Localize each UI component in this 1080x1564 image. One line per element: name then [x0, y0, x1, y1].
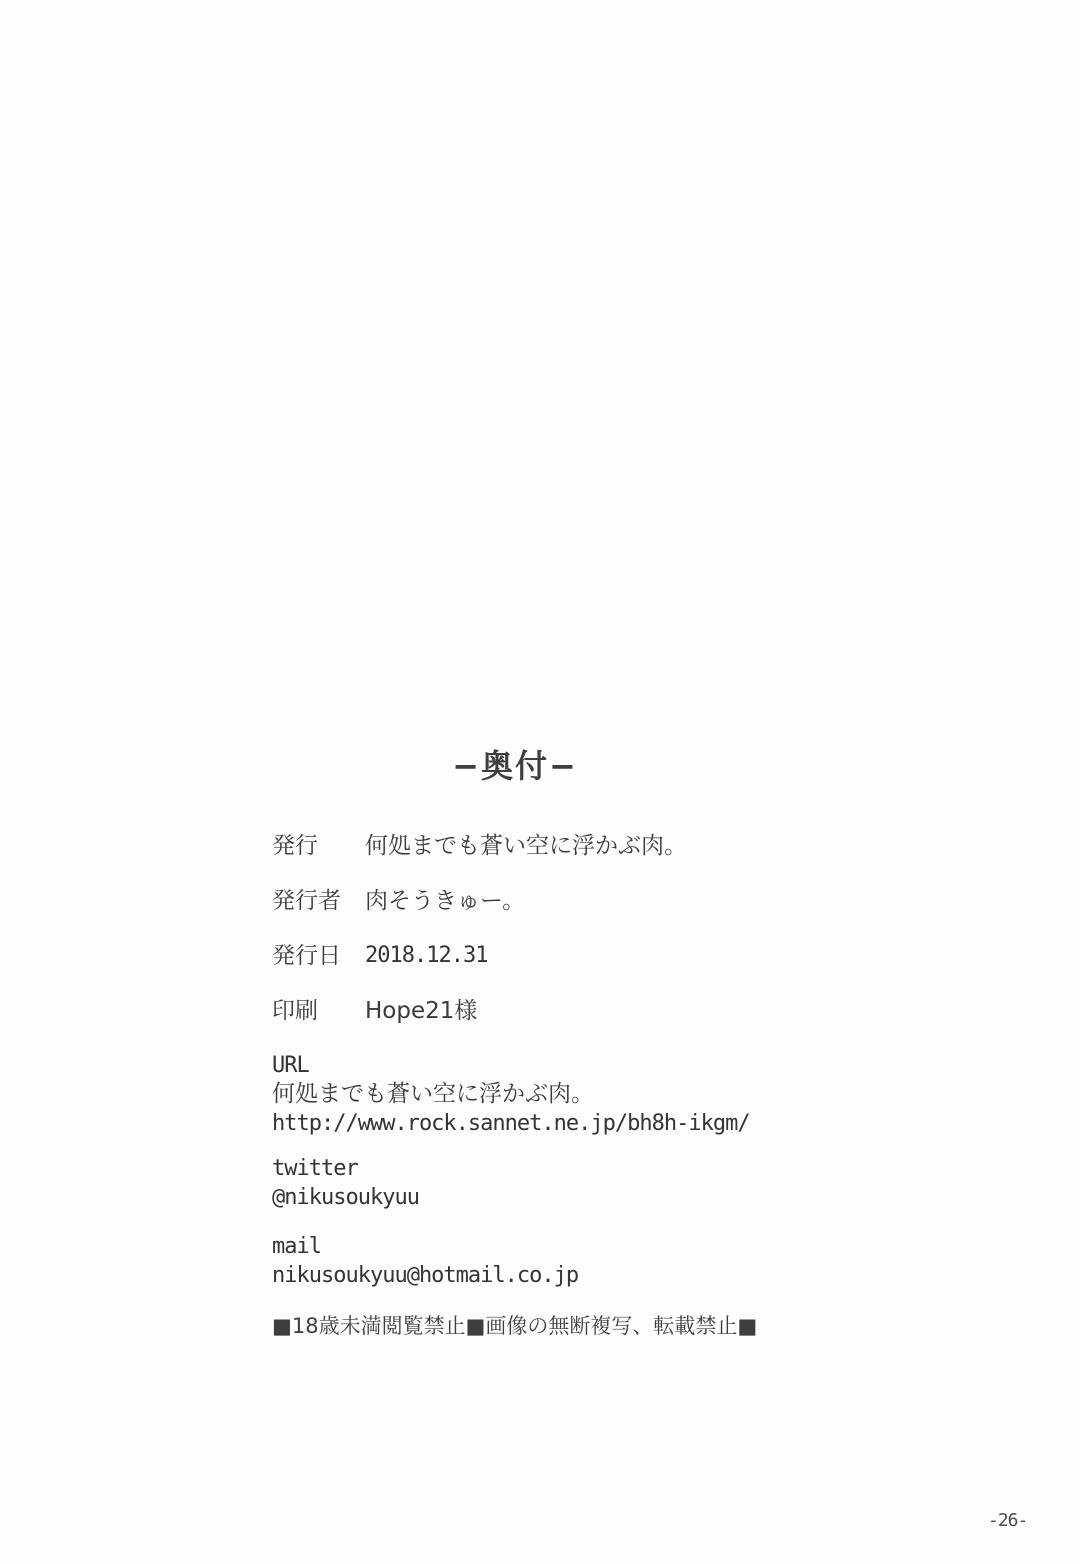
- mail-label: mail: [272, 1234, 321, 1259]
- twitter-handle: @nikusoukyuu: [272, 1185, 419, 1210]
- mail-section: [272, 1232, 992, 1290]
- row-printer-value: Hope21様: [365, 998, 478, 1024]
- site-name: 何処までも蒼い空に浮かぶ肉。: [272, 1081, 594, 1107]
- age-restriction-notice: ■18歳未満閲覧禁止■画像の無断複写、転載禁止■: [272, 1314, 758, 1338]
- url-section: [272, 1051, 992, 1138]
- row-author: [272, 886, 992, 916]
- twitter-section: [272, 1154, 992, 1212]
- row-publish-date-label: 発行日: [272, 943, 341, 969]
- row-printer: [272, 996, 992, 1026]
- row-publisher-value: 何処までも蒼い空に浮かぶ肉。: [365, 833, 687, 859]
- row-publisher-label: 発行: [272, 833, 318, 859]
- page-title: −奥付−: [452, 747, 578, 785]
- row-publish-date-value: 2018.12.31: [365, 943, 488, 968]
- row-publisher: [272, 831, 992, 861]
- row-author-label: 発行者: [272, 888, 341, 914]
- site-url: http://www.rock.sannet.ne.jp/bh8h-ikgm/: [272, 1111, 750, 1136]
- page-number: -26-: [988, 1510, 1028, 1531]
- mail-address: nikusoukyuu@hotmail.co.jp: [272, 1263, 579, 1288]
- url-label: URL: [272, 1053, 309, 1078]
- row-printer-label: 印刷: [272, 998, 318, 1024]
- colophon-content: [272, 831, 992, 1341]
- row-author-value: 肉そうきゅー。: [365, 888, 526, 914]
- row-publish-date: [272, 941, 992, 971]
- twitter-label: twitter: [272, 1156, 358, 1181]
